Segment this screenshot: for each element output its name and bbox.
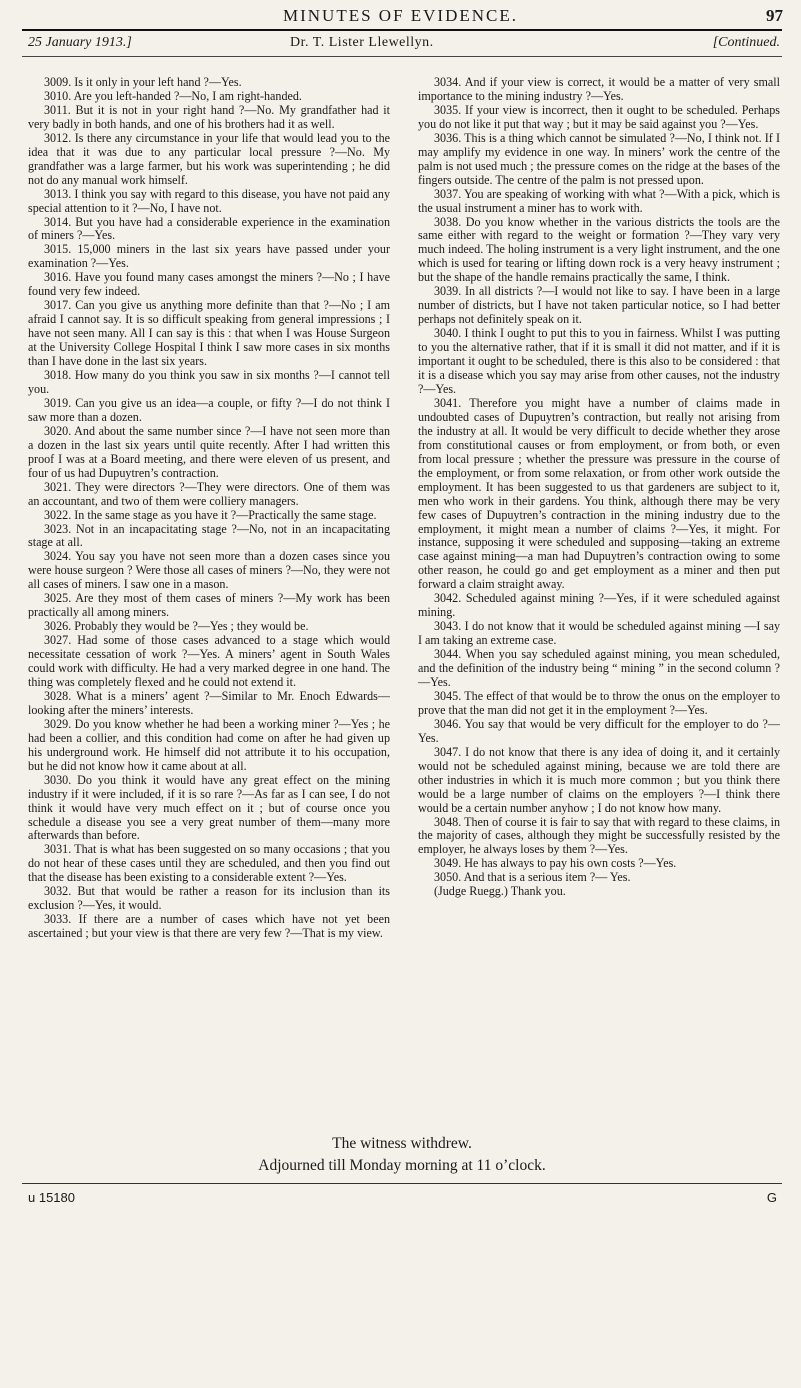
subheader (28, 35, 780, 57)
witness-withdrew-line: The witness withdrew. (332, 1135, 472, 1152)
question-paragraph: 3028. What is a miners’ agent ?—Similar to Mr. Enoch Edwards—looking after the miners’ interests. (28, 688, 390, 717)
adjournment-line: Adjourned till Monday morning at 11 o’clock. (258, 1157, 546, 1174)
question-paragraph: 3012. Is there any circumstance in your life that would lead you to the idea that it was due to any particular local pressure ?—No. My grandfather was a large farmer, but his work was superintending ; he did not do any manual work himself. (28, 130, 390, 187)
question-paragraph: 3017. Can you give us anything more definite than that ?—No ; I am afraid I cannot say. It is so difficult speaking from general impressions ; I have not seen many. All I can say is this : that when I was House Surgeon at the University College Hospital I think I saw more cases in six months than I have done in the last six years. (28, 298, 390, 369)
question-paragraph: 3015. 15,000 miners in the last six years have passed under your examination ?—Yes. (28, 242, 390, 271)
closing-notes (22, 1133, 782, 1177)
question-paragraph: 3021. They were directors ?—They were directors. One of them was an accountant, and two of them were colliery managers. (28, 479, 390, 508)
question-paragraph: 3042. Scheduled against mining ?—Yes, if it were scheduled against mining. (418, 591, 780, 620)
question-paragraph: 3046. You say that would be very difficult for the employer to do ?—Yes. (418, 716, 780, 745)
question-paragraph: 3024. You say you have not seen more than a dozen cases since you were house surgeon ? Were those all cases of miners ?—No, they were not all cases of miners. I saw one in a mason. (28, 549, 390, 592)
header-rule (22, 29, 782, 31)
continued-label: [Continued. (712, 35, 780, 50)
question-paragraph: 3044. When you say scheduled against mining, you mean scheduled, and the definition of the industry being “ mining ” in the second column ?—Yes. (418, 647, 780, 689)
page-title: MINUTES OF EVIDENCE. (282, 6, 519, 25)
question-paragraph: 3019. Can you give us an idea—a couple, or fifty ?—I do not think I saw more than a dozen. (28, 395, 390, 424)
question-paragraph: 3035. If your view is incorrect, then it ought to be scheduled. Perhaps you do not like it put that way ; but it may be said against you ?—Yes. (418, 102, 780, 131)
question-paragraph: 3050. And that is a serious item ?— Yes. (434, 870, 631, 885)
question-paragraph: 3009. Is it only in your left hand ?—Yes. (44, 76, 242, 89)
question-paragraph: 3049. He has always to pay his own costs ?—Yes. (434, 856, 677, 871)
question-paragraph: 3011. But it is not in your right hand ?—No. My grandfather had it very badly in both hands, and one of his brothers had it as well. (28, 102, 390, 131)
question-paragraph: 3040. I think I ought to put this to you in fairness. Whilst I was putting to you the alternative rather, that if it is small it did not matter, and if it is important it ought to be scheduled, there is this also to be considered : that it is a disease which you say may arise from other causes, not the industry ?—Yes. (418, 326, 780, 396)
question-paragraph: 3025. Are they most of them cases of miners ?—My work has been practically all among miners. (28, 591, 390, 620)
question-paragraph: 3036. This is a thing which cannot be simulated ?—No, I think not. If I may amplify my evidence in one way. In miners’ work the centre of the palm is not used much ; the pressure comes on the ridge at the bases of the fingers outside. The centre of the palm is not pressed upon. (418, 130, 780, 187)
question-paragraph: 3037. You are speaking of working with what ?—With a pick, which is the usual instrument a miner has to work with. (418, 186, 780, 215)
question-paragraph: 3010. Are you left-handed ?—No, I am right-handed. (44, 88, 302, 103)
question-paragraph: 3034. And if your view is correct, it would be a matter of very small importance to the mining industry ?—Yes. (418, 76, 780, 103)
footer-rule (22, 1183, 782, 1184)
question-paragraph: 3013. I think you say with regard to this disease, you have not paid any special attention to it ?—No, I have not. (28, 186, 390, 215)
right-column (418, 76, 780, 1131)
question-paragraph: 3014. But you have had a considerable experience in the examination of miners ?—Yes. (28, 214, 390, 243)
session-date: 25 January 1913.] (28, 35, 132, 50)
question-paragraph: 3038. Do you know whether in the various districts the tools are the same either with regard to the weight or formation ?—They vary very much indeed. The holing instrument is a very light instrument, and the one which is used for tearing or lifting down rock is a very heavy instrument ; but the shape of the handle remains practically the same, I think. (418, 214, 780, 285)
question-paragraph: 3033. If there are a number of cases which have not yet been ascertained ; but your view is that there are very few ?—That is my view. (28, 912, 390, 941)
closing-remark: (Judge Ruegg.) Thank you. (434, 884, 566, 899)
witness-name: Dr. T. Lister Llewellyn. (290, 35, 434, 50)
question-paragraph: 3041. Therefore you might have a number of claims made in undoubted cases of Dupuytren’s contraction, but really not arising from the industry at all. It would be very difficult to decide whether they arose from constitutional causes or from employment, or from both, or even from local pressure ; whether the pressure was pressure in the course of the employment, or from some relaxation, or from other work outside the employment. It has been suggested to us that gardeners are subject to it, men who work in their gardens. You think, although there may be very few cases of Dupuytren’s contraction in the mining industry due to the employment, it might mean a number of claims ?—Yes, it might. For instance, supposing it were scheduled and supposing—taking an extreme case against mining—a man had Dupuytren’s contraction owing to some other reason, he could go and get employment as a miner and then put forward a claim straight away. (418, 395, 780, 592)
question-paragraph: 3026. Probably they would be ?—Yes ; they would be. (44, 619, 309, 634)
subheader-rule (22, 56, 782, 57)
question-paragraph: 3031. That is what has been suggested on so many occasions ; that you do not hear of these cases until they are scheduled, and then you find out that the disease has been existing to a considerable extent ?—Yes. (28, 842, 390, 885)
question-paragraph: 3032. But that would be rather a reason for its inclusion than its exclusion ?—Yes, it would. (28, 884, 390, 913)
signature-mark: G (766, 1190, 777, 1205)
print-code: u 15180 (28, 1190, 75, 1205)
question-paragraph: 3048. Then of course it is fair to say that with regard to these claims, in the majority of cases, although they might be successfully resisted by the employer, he always loses by them ?—Yes. (418, 814, 780, 857)
question-paragraph: 3047. I do not know that there is any idea of doing it, and it certainly would not be scheduled against mining, because we are told there are other industries in which it is much more common ; but you think there would be a large number of claims on the employers ?—I think there would be a certain number anyhow ; I do not know how many. (418, 744, 780, 815)
page-number: 97 (766, 6, 783, 25)
question-paragraph: 3018. How many do you think you saw in six months ?—I cannot tell you. (28, 368, 390, 396)
question-paragraph: 3022. In the same stage as you have it ?—Practically the same stage. (44, 507, 377, 522)
question-paragraph: 3020. And about the same number since ?—I have not seen more than a dozen in the last six years until quite recently. After I had written this proof I was at a Board meeting, and there were eleven of us present, and four of us had Dupuytren’s contraction. (28, 423, 390, 480)
question-paragraph: 3016. Have you found many cases amongst the miners ?—No ; I have found very few indeed. (28, 270, 390, 299)
question-paragraph: 3039. In all districts ?—I would not like to say. I have been in a large number of districts, but I have not taken particular notice, so I had better perhaps not definitely speak on it. (418, 284, 780, 327)
question-paragraph: 3023. Not in an incapacitating stage ?—No, not in an incapacitating stage at all. (28, 521, 390, 550)
question-paragraph: 3029. Do you know whether he had been a working miner ?—Yes ; he had been a collier, and this condition had come on after he had given up his underground work. He himself did not attribute it to his occupation, but he did not know how it came about at all. (28, 716, 390, 773)
question-paragraph: 3030. Do you think it would have any great effect on the mining industry if it were included, if it is so rare ?—As far as I can see, I do not think it would have very much effect on it ; but of course once you schedule a disease you see a very great number of them—many more afterwards than before. (28, 772, 390, 843)
question-paragraph: 3027. Had some of those cases advanced to a stage which would necessitate cessation of work ?—Yes. A miners’ agent in South Wales could work with difficulty. He had a very marked degree in one hand. The thing was completely flexed and he could not extend it. (28, 633, 390, 689)
question-paragraph: 3043. I do not know that it would be scheduled against mining —I say I am taking an extreme case. (418, 619, 780, 648)
left-column (28, 76, 390, 1131)
question-paragraph: 3045. The effect of that would be to throw the onus on the employer to prove that the man did not get it in the employment ?—Yes. (418, 688, 780, 717)
